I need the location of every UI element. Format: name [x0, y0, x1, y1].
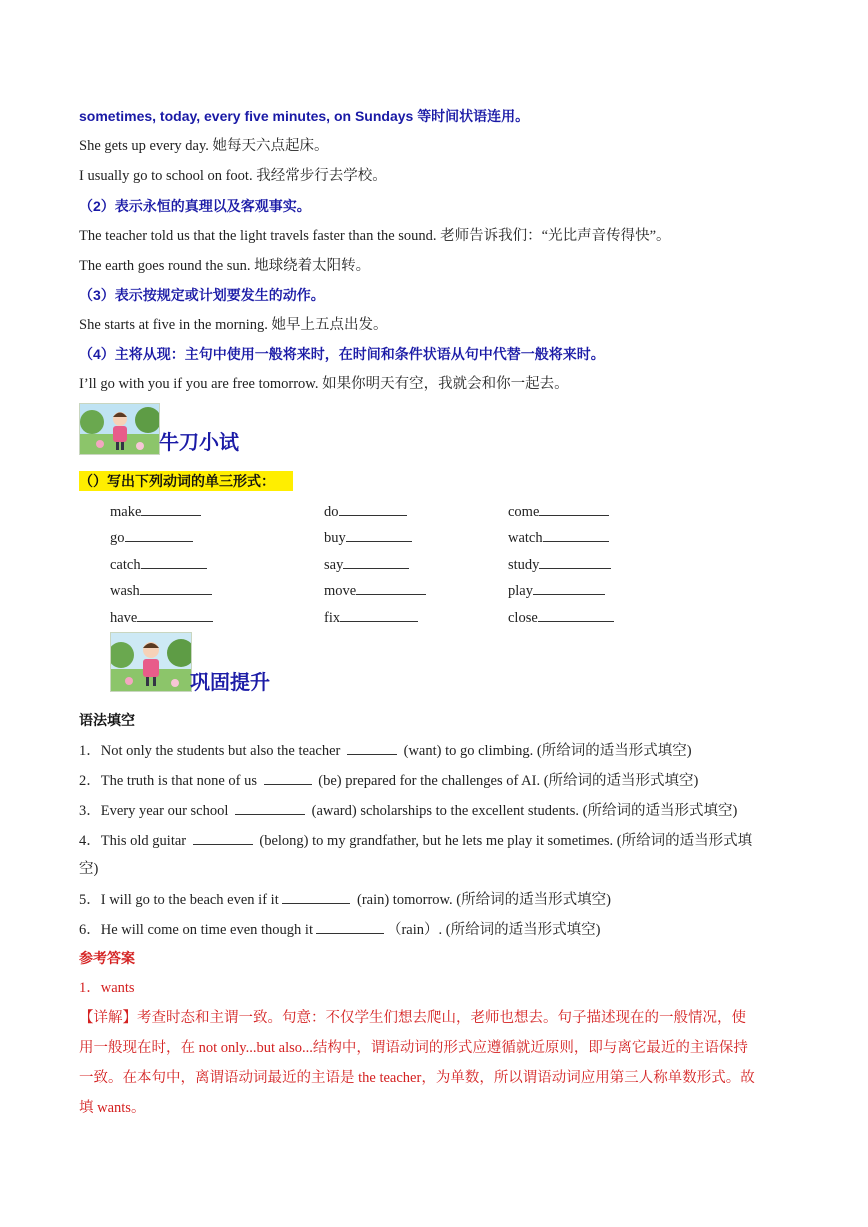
grammar-point-heading: （2）表示永恒的真理以及客观事实。: [79, 198, 311, 214]
example-sentence: I usually go to school on foot. 我经常步行去学校。: [79, 168, 387, 184]
example-sentence: The teacher told us that the light travels faster than the sound. 老师告诉我们：“光比声音传得快”。: [79, 228, 671, 244]
verb-word: make: [110, 504, 142, 520]
verb-word: buy: [324, 530, 346, 547]
verb-word: say: [324, 556, 344, 573]
verb-item: [508, 527, 609, 548]
verb-item: [324, 527, 412, 548]
question-text: 5．I will go to the beach even if it: [79, 892, 283, 908]
verb-item: [110, 554, 207, 575]
question-line: [79, 889, 611, 910]
answer-blank[interactable]: [141, 554, 207, 569]
intro-line: sometimes, today, every five minutes, on Sundays 等时间状语连用。: [79, 108, 530, 124]
question-text: (want) to go climbing. (所给词的适当形式填空): [399, 743, 692, 759]
answer-blank[interactable]: [340, 607, 418, 622]
answer-detail-line: 填 wants。: [79, 1100, 146, 1116]
verb-word: catch: [110, 556, 141, 573]
verb-word: play: [508, 583, 533, 600]
answer-item: 1．wants: [79, 980, 135, 996]
verb-item: [324, 580, 426, 601]
verb-item: [508, 580, 605, 601]
grammar-point-heading: （4）主将从现：主句中使用一般将来时，在时间和条件状语从句中代替一般将来时。: [79, 346, 605, 362]
verb-word: close: [508, 609, 538, 626]
verb-word: wash: [110, 583, 140, 600]
answer-blank[interactable]: [346, 527, 412, 542]
question-line: [79, 770, 698, 791]
answer-blank[interactable]: [356, 580, 426, 595]
example-sentence: The earth goes round the sun. 地球绕着太阳转。: [79, 258, 371, 274]
verb-word: study: [508, 556, 540, 573]
verb-item: [324, 501, 407, 522]
answer-blank[interactable]: [235, 800, 305, 815]
verb-item: [110, 501, 201, 522]
section-illustration: [79, 403, 160, 455]
answer-title: 参考答案: [79, 950, 135, 966]
verb-word: watch: [508, 530, 543, 547]
answer-blank[interactable]: [543, 527, 609, 542]
verb-item: [508, 607, 614, 628]
example-sentence: I’ll go with you if you are free tomorrow. 如果你明天有空，我就会和你一起去。: [79, 376, 569, 392]
answer-blank[interactable]: [347, 740, 397, 755]
section-title: 牛刀小试: [159, 432, 239, 454]
answer-blank[interactable]: [137, 607, 213, 622]
verb-item: [508, 554, 611, 575]
question-text: (belong) to my grandfather, but he lets me play it sometimes. (所给词的适当形式填: [255, 833, 753, 849]
question-line: [79, 800, 737, 821]
question-line: [79, 740, 692, 761]
question-text: (award) scholarships to the excellent students. (所给词的适当形式填空): [308, 803, 738, 819]
answer-blank[interactable]: [343, 554, 409, 569]
answer-blank[interactable]: [539, 554, 611, 569]
section-title: 巩固提升: [190, 672, 270, 694]
example-sentence: She gets up every day. 她每天六点起床。: [79, 138, 329, 154]
question-text: 空): [79, 861, 99, 877]
example-sentence: She starts at five in the morning. 她早上五点出发。: [79, 317, 388, 333]
verb-item: [110, 607, 213, 628]
answer-blank[interactable]: [193, 830, 253, 845]
answer-blank[interactable]: [282, 889, 350, 904]
answer-blank[interactable]: [538, 607, 614, 622]
verb-item: [324, 554, 409, 575]
answer-blank[interactable]: [339, 501, 407, 516]
verb-item: [110, 580, 212, 601]
verb-word: come: [508, 504, 540, 520]
question-text: 2．The truth is that none of us: [79, 773, 261, 789]
verb-item: [508, 501, 609, 522]
question-text: (rain) tomorrow. (所给词的适当形式填空): [353, 892, 611, 908]
grammar-fill-title: 语法填空: [79, 712, 135, 728]
answer-blank[interactable]: [141, 501, 201, 516]
question-text: 4．This old guitar: [79, 833, 190, 849]
verb-item: [110, 527, 193, 548]
section-illustration: [110, 632, 192, 692]
question-text: 3．Every year our school: [79, 803, 233, 819]
answer-blank[interactable]: [539, 501, 609, 516]
grammar-point-heading: （3）表示按规定或计划要发生的动作。: [79, 287, 325, 303]
answer-blank[interactable]: [533, 580, 605, 595]
verb-word: have: [110, 609, 138, 626]
answer-blank[interactable]: [264, 770, 312, 785]
answer-blank[interactable]: [316, 919, 384, 934]
verb-word: do: [324, 504, 339, 520]
answer-blank[interactable]: [125, 527, 193, 542]
question-text: (be) prepared for the challenges of AI. (所给词的适当形式填空): [314, 773, 699, 789]
question-line: [79, 919, 600, 940]
answer-detail-line: 一致。在本句中，离谓语动词最近的主语是 the teacher，为单数，所以谓语动词应用第三人称单数形式。故: [79, 1070, 755, 1086]
verb-word: fix: [324, 609, 341, 626]
answer-detail-line: 用一般现在时，在 not only...but also...结构中，谓语动词的形式应遵循就近原则，即与离它最近的主语保持: [79, 1040, 748, 1056]
question-text: 6．He will come on time even though it: [79, 922, 313, 938]
question-line: [79, 859, 98, 879]
question-line: [79, 830, 752, 851]
verb-word: go: [110, 530, 125, 547]
answer-detail-line: 【详解】考查时态和主谓一致。句意：不仅学生们想去爬山，老师也想去。句子描述现在的一般情况，使: [79, 1010, 746, 1026]
verb-word: move: [324, 583, 357, 600]
verb-item: [324, 607, 418, 628]
question-text: 1．Not only the students but also the teacher: [79, 743, 344, 759]
answer-blank[interactable]: [140, 580, 212, 595]
question-text: （rain）. (所给词的适当形式填空): [386, 922, 601, 938]
exercise-prompt: （）写出下列动词的单三形式：: [79, 473, 275, 489]
